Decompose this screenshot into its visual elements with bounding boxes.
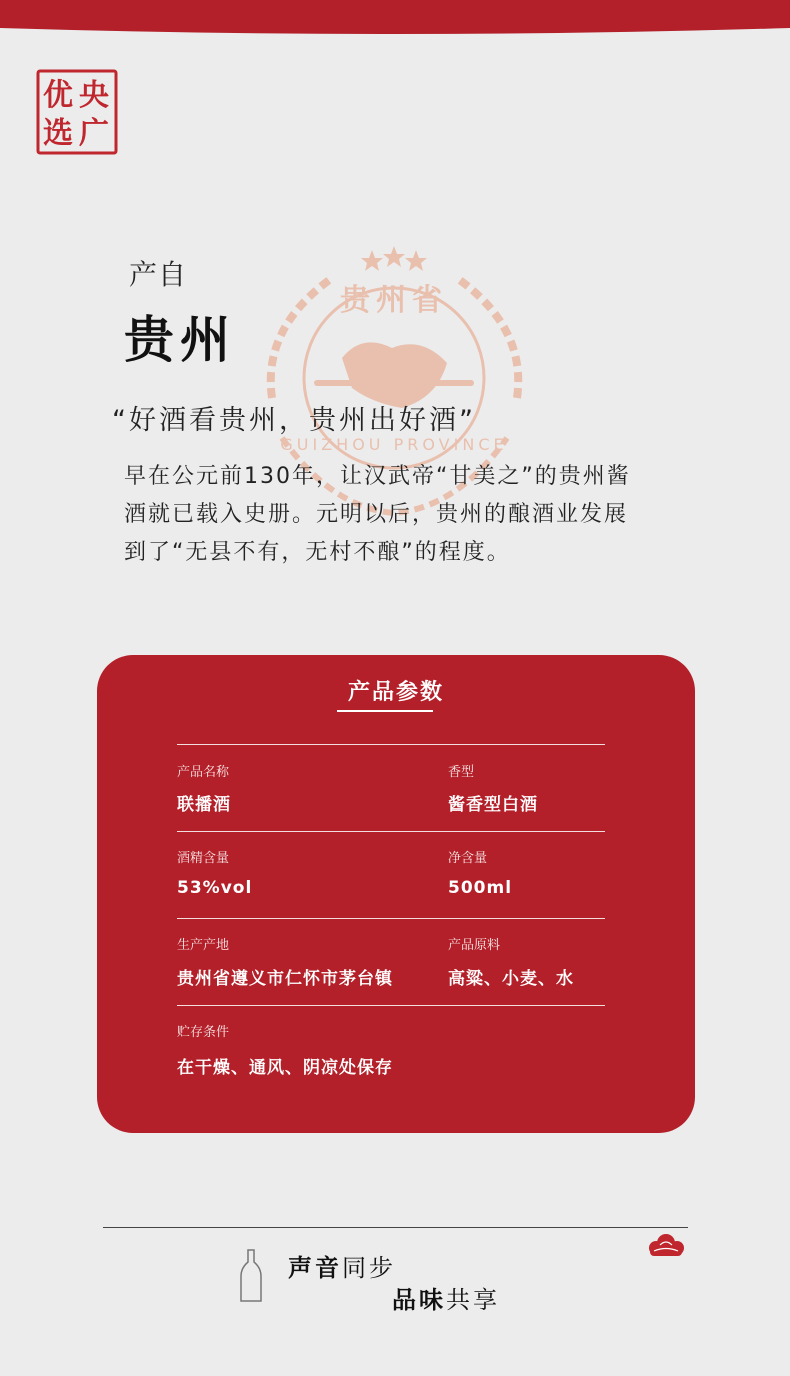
divider [177,918,605,919]
svg-text:广: 广 [79,116,109,151]
divider [177,744,605,745]
params-title: 产品参数 [347,680,444,705]
origin-place: 贵州 [124,311,236,369]
svg-text:选: 选 [43,116,73,151]
param-label-alcohol: 酒精含量 [177,851,230,866]
param-value-volume: 500ml [448,878,513,898]
footer-tagline-2 [392,1280,500,1315]
origin-label: 产自 [129,258,188,291]
param-value-aroma: 酱香型白酒 [448,795,538,815]
footer-tagline-1 [288,1248,396,1283]
param-value-ingredients: 高粱、小麦、水 [448,969,574,989]
param-value-name: 联播酒 [177,795,231,815]
param-label-aroma: 香型 [448,765,475,780]
footer-divider [103,1227,688,1228]
intro-paragraph: 早在公元前130年，让汉武帝“甘美之”的贵州酱酒就已载入史册。元明以后，贵州的酿酒业发展到了“无县不有，无村不酿”的程度。 [124,464,631,565]
emblem-text: 贵州省 [340,283,448,318]
param-label-name: 产品名称 [177,765,230,780]
tag2-rest: 共享 [446,1286,500,1314]
param-label-origin: 生产产地 [177,938,230,953]
param-label-volume: 净含量 [448,851,488,866]
slogan: “好酒看贵州，贵州出好酒” [112,405,476,436]
svg-text:央: 央 [79,78,109,113]
bottle-icon [238,1248,264,1304]
param-label-ingredients: 产品原料 [448,938,501,953]
top-banner [0,0,790,36]
param-label-storage: 贮存条件 [177,1025,230,1040]
tag2-bold: 品味 [392,1286,446,1314]
tag1-rest: 同步 [342,1254,396,1282]
brand-stamp-logo [36,69,118,155]
param-value-storage: 在干燥、通风、阴凉处保存 [177,1058,393,1078]
cloud-icon [644,1232,688,1258]
divider [177,1005,605,1006]
param-value-origin: 贵州省遵义市仁怀市茅台镇 [177,969,393,989]
svg-text:优: 优 [43,78,73,113]
tag1-bold: 声音 [288,1254,342,1282]
param-value-alcohol: 53%vol [177,878,253,898]
title-underline [337,710,433,712]
emblem-arc-text: GUIZHOU PROVINCE [280,435,508,454]
product-params-card [97,655,695,1133]
divider [177,831,605,832]
